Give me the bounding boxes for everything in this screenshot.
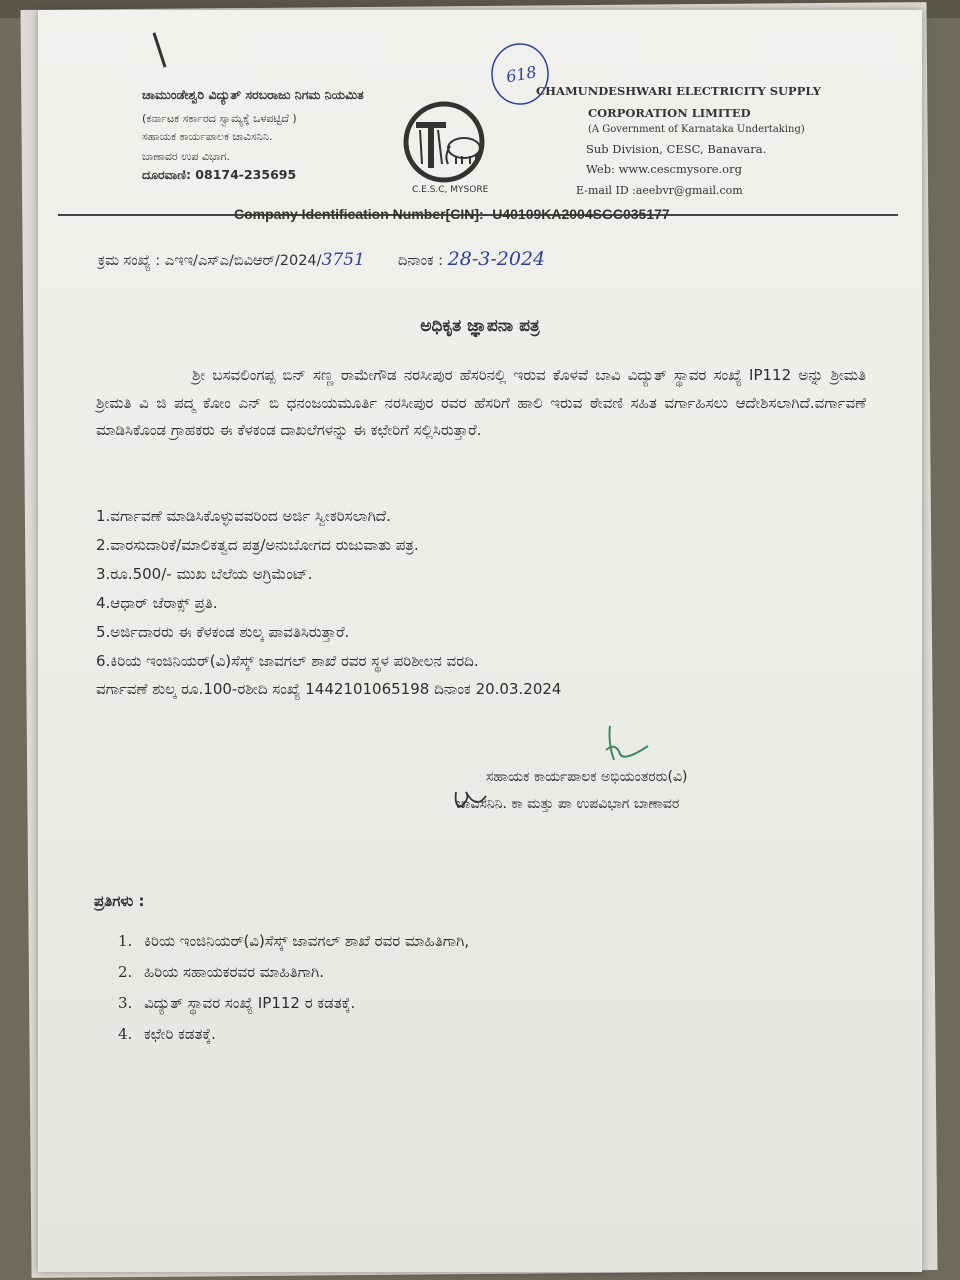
body-paragraph [96,362,866,445]
kn-office: ಸಹಾಯಕ ಕಾರ್ಯಪಾಲಕ ಚಾವಿಸನಿನಿ. [142,130,273,143]
list-item: 2. ಹಿರಿಯ ಸಹಾಯಕರವರ ಮಾಹಿತಿಗಾಗಿ. [118,963,324,981]
body-text: ಶ್ರೀ ಬಸವಲಿಂಗಪ್ಪ ಬಿನ್ ಸಣ್ಣ ರಾಮೇಗೌಡ ನರಸೀಪುರ ಹೆಸರಿನಲ್ಲಿ ಇರುವ ಕೊಳವೆ ಬಾವಿ ವಿದ್ಯುತ್ ಸ್ಥಾವರ ಸಂಖ್ಯೆ IP112 ಅನ್ನು ಶ್ರೀಮತಿ ಶ್ರೀಮತಿ ವಿ ಜಿ ಪದ್ಮ ಕೋಂ ಎನ್ ಬಿ ಧನಂಜಯಮೂರ್ತಿ ನರಸೀಪುರ ರವರ ಹೆಸರಿಗೆ ಹಾಲಿ ಇರುವ ಠೇವಣಿ ಸಹಿತ ವರ್ಗಾಹಿಸಲು ಆದೇಶಿಸಲಾಗಿದೆ.ವರ್ಗಾವಣೆ ಮಾಡಿಸಿಕೊಂಡ ಗ್ರಾಹಕರು ಈ ಕೆಳಕಂಡ ದಾಖಲೆಗಳನ್ನು ಈ ಕಛೇರಿಗೆ ಸಲ್ಲಿಸಿರುತ್ತಾರೆ. [96,366,866,439]
copies-heading: ಪ್ರತಿಗಳು : [94,892,145,910]
letter-page [38,10,922,1272]
email-address: E-mail ID :aeebvr@gmail.com [576,184,743,197]
list-item: 5.ಅರ್ಜಿದಾರರು ಈ ಕೆಳಕಂಡ ಶುಲ್ಕ ಪಾವತಿಸಿರುತ್ತಾರೆ. [96,623,350,641]
en-subdivision: Sub Division, CESC, Banavara. [586,142,767,156]
web-address: Web: www.cescmysore.org [586,162,742,176]
list-item: 6.ಕಿರಿಯ ಇಂಜಿನಿಯರ್(ವಿ)ಸೆಸ್ಕ್ ಜಾವಗಲ್ ಶಾಖೆ ರವರ ಸ್ಥಳ ಪರಿಶೀಲನ ವರದಿ. [96,652,479,670]
list-item: 3.ರೂ.500/- ಮುಖ ಬೆಲೆಯ ಅಗ್ರಿಮೆಂಟ್. [96,565,313,583]
signatory-office: ಚಾವಿಸನಿನಿ. ಕಾ ಮತ್ತು ಪಾ ಉಪವಿಭಾಗ ಬಾಣಾವರ [456,796,680,812]
circled-stamp [484,40,554,110]
letter-title: ಅಧಿಕೃತ ಜ್ಞಾಪನಾ ಪತ್ರ [420,316,540,336]
kn-company-name: ಚಾಮುಂಡೇಶ್ವರಿ ವಿದ್ಯುತ್ ಸರಬರಾಜು ನಿಗಮ ನಿಯಮಿತ [142,87,364,102]
list-item: 3. ವಿದ್ಯುತ್ ಸ್ಥಾವರ ಸಂಖ್ಯೆ IP112 ರ ಕಡತಕ್ಕೆ. [118,994,356,1012]
list-item: 4.ಆಧಾರ್ ಜೆರಾಕ್ಸ್ ಪ್ರತಿ. [96,594,218,612]
list-item: 2.ವಾರಸುದಾರಿಕೆ/ಮಾಲಿಕತ್ವದ ಪತ್ರ/ಅನುಬೋಗದ ರುಜುವಾತು ಪತ್ರ. [96,536,419,554]
en-company-line1: CHAMUNDESHWARI ELECTRICITY SUPPLY [536,84,821,98]
en-company-line2: CORPORATION LIMITED [588,106,751,120]
kn-govt-note: (ಕರ್ನಾಟಕ ಸರ್ಕಾರದ ಸ್ವಾಮ್ಯಕ್ಕೆ ಒಳಪಟ್ಟಿದೆ ) [142,112,297,125]
kn-phone: ದೂರವಾಣಿ: 08174-235695 [142,167,297,182]
list-item: 1.ವರ್ಗಾವಣೆ ಮಾಡಿಸಿಕೊಳ್ಳುವವರಿಂದ ಅರ್ಜಿ ಸ್ವೀಕರಿಸಲಾಗಿದೆ. [96,507,391,525]
kn-division: ಬಾಣಾವರ ಉಪ ವಿಭಾಗ. [142,150,230,163]
list-item: 1. ಕಿರಿಯ ಇಂಜಿನಿಯರ್(ವಿ)ಸೆಸ್ಕ್ ಜಾವಗಲ್ ಶಾಖೆ ರವರ ಮಾಹಿತಿಗಾಗಿ, [118,932,470,950]
signatory-designation: ಸಹಾಯಕ ಕಾರ್ಯಪಾಲಕ ಅಭಿಯಂತರರು(ವಿ) [486,769,688,785]
reference-prefix: ಕ್ರಮ ಸಂಖ್ಯೆ : ಎಇಇ/ಎಸ್ಎ/ಬಿವಿಆರ್/2024/ [98,253,322,269]
cin-number: Company Identification Number[CIN]:- U40109KA2004SGC035177 [234,206,670,222]
copies-list [118,926,469,1050]
reference-number: 3751 [321,250,365,270]
stamp-number-text: 618 [504,62,539,87]
signature-mark [598,720,658,770]
en-govt-note: (A Government of Karnataka Undertaking) [588,124,805,135]
reference-line [98,248,545,270]
pen-mark [153,32,167,67]
list-item: 4. ಕಛೇರಿ ಕಡತಕ್ಕೆ. [118,1025,216,1043]
reference-date: 28-3-2024 [447,248,546,270]
logo-caption: C.E.S.C, MYSORE [412,185,489,195]
date-label: ದಿನಾಂಕ : [398,253,444,269]
documents-list [96,502,876,676]
fee-line: ವರ್ಗಾವಣೆ ಶುಲ್ಕ ರೂ.100-ರಶೀದಿ ಸಂಖ್ಯೆ 1442101065198 ದಿನಾಂಕ 20.03.2024 [96,680,562,698]
